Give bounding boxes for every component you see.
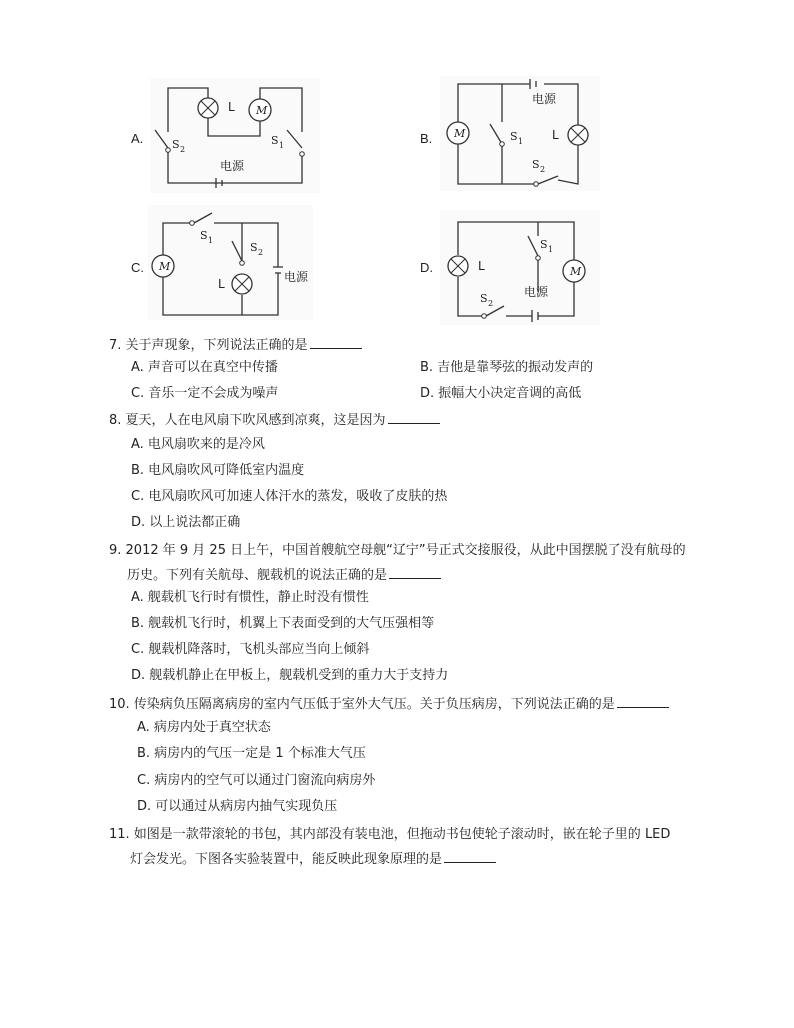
switch-s2-label: S (250, 241, 258, 254)
power-source-label: 电源 (532, 92, 557, 106)
circuit-diagram-a (150, 78, 320, 193)
svg-text:1: 1 (548, 245, 554, 254)
question-9-option-c[interactable]: C. 舰载机降落时，飞机头部应当向上倾斜 (131, 642, 370, 657)
power-source-label: 电源 (220, 159, 245, 173)
answer-blank[interactable] (389, 566, 441, 579)
answer-blank[interactable] (310, 336, 362, 349)
question-7-option-d[interactable]: D. 振幅大小决定音调的高低 (420, 386, 582, 401)
option-d-label: D. (420, 260, 433, 275)
motor-label: M (159, 260, 171, 273)
lamp-label: L (478, 259, 485, 273)
switch-s2-label: S (532, 158, 540, 171)
svg-text:1: 1 (279, 141, 285, 150)
question-11-stem-line2: 灯会发光。下图各实验装置中，能反映此现象原理的是 (130, 850, 496, 869)
question-7-option-c[interactable]: C. 音乐一定不会成为噪声 (131, 386, 279, 401)
switch-s1-label: S (510, 130, 518, 143)
switch-s1-label: S (540, 238, 548, 251)
question-8-stem: 8. 夏天，人在电风扇下吹风感到凉爽，这是因为 (109, 411, 440, 430)
question-10-option-c[interactable]: C. 病房内的空气可以通过门窗流向病房外 (137, 773, 376, 788)
option-b-label: B. (420, 131, 433, 146)
motor-label: M (570, 265, 582, 278)
svg-text:2: 2 (540, 165, 546, 174)
svg-text:1: 1 (208, 236, 214, 245)
svg-text:2: 2 (258, 248, 264, 257)
question-10-stem: 10. 传染病负压隔离病房的室内气压低于室外大气压。关于负压病房，下列说法正确的是 (109, 695, 669, 714)
answer-blank[interactable] (388, 411, 440, 424)
circuit-diagram-c (148, 205, 313, 320)
answer-blank[interactable] (444, 850, 496, 863)
question-9-option-d[interactable]: D. 舰载机静止在甲板上，舰载机受到的重力大于支持力 (131, 668, 449, 683)
question-7-option-a[interactable]: A. 声音可以在真空中传播 (131, 360, 278, 375)
question-9-stem-line2: 历史。下列有关航母、舰载机的说法正确的是 (127, 566, 441, 585)
question-7-option-b[interactable]: B. 吉他是靠琴弦的振动发声的 (420, 360, 594, 375)
question-10-option-d[interactable]: D. 可以通过从病房内抽气实现负压 (137, 799, 338, 814)
circuit-diagram-d (440, 210, 600, 325)
motor-label: M (256, 104, 268, 117)
motor-label: M (454, 127, 466, 140)
circuit-diagram-b (440, 76, 600, 191)
switch-s1-label: S (271, 134, 279, 147)
question-10-option-b[interactable]: B. 病房内的气压一定是 1 个标准大气压 (137, 746, 366, 761)
answer-blank[interactable] (617, 695, 669, 708)
question-8-option-a[interactable]: A. 电风扇吹来的是冷风 (131, 437, 265, 452)
question-8-option-c[interactable]: C. 电风扇吹风可加速人体汗水的蒸发，吸收了皮肤的热 (131, 489, 448, 504)
question-8-option-d[interactable]: D. 以上说法都正确 (131, 515, 241, 530)
lamp-label: L (218, 277, 225, 291)
power-source-label: 电源 (284, 270, 309, 284)
switch-s2-label: S (480, 292, 488, 305)
lamp-label: L (552, 128, 559, 142)
question-11-stem: 11. 如图是一款带滚轮的书包，其内部没有装电池，但拖动书包使轮子滚动时，嵌在轮子里的 LED (109, 827, 671, 842)
question-10-option-a[interactable]: A. 病房内处于真空状态 (137, 720, 271, 735)
switch-s1-label: S (200, 229, 208, 242)
question-9-option-a[interactable]: A. 舰载机飞行时有惯性，静止时没有惯性 (131, 590, 369, 605)
option-c-label: C. (131, 260, 144, 275)
svg-text:2: 2 (488, 299, 494, 308)
svg-text:1: 1 (518, 137, 524, 146)
question-7-stem: 7. 关于声现象，下列说法正确的是 (109, 336, 362, 355)
question-9-option-b[interactable]: B. 舰载机飞行时，机翼上下表面受到的大气压强相等 (131, 616, 435, 631)
power-source-label: 电源 (524, 285, 549, 299)
question-9-stem: 9. 2012 年 9 月 25 日上午，中国首艘航空母舰“辽宁”号正式交接服役，从此中国摆脱了没有航母的 (109, 543, 686, 558)
svg-text:2: 2 (180, 145, 186, 154)
option-a-label: A. (131, 131, 144, 146)
question-8-option-b[interactable]: B. 电风扇吹风可降低室内温度 (131, 463, 305, 478)
switch-s2-label: S (172, 138, 180, 151)
lamp-label: L (228, 100, 235, 114)
